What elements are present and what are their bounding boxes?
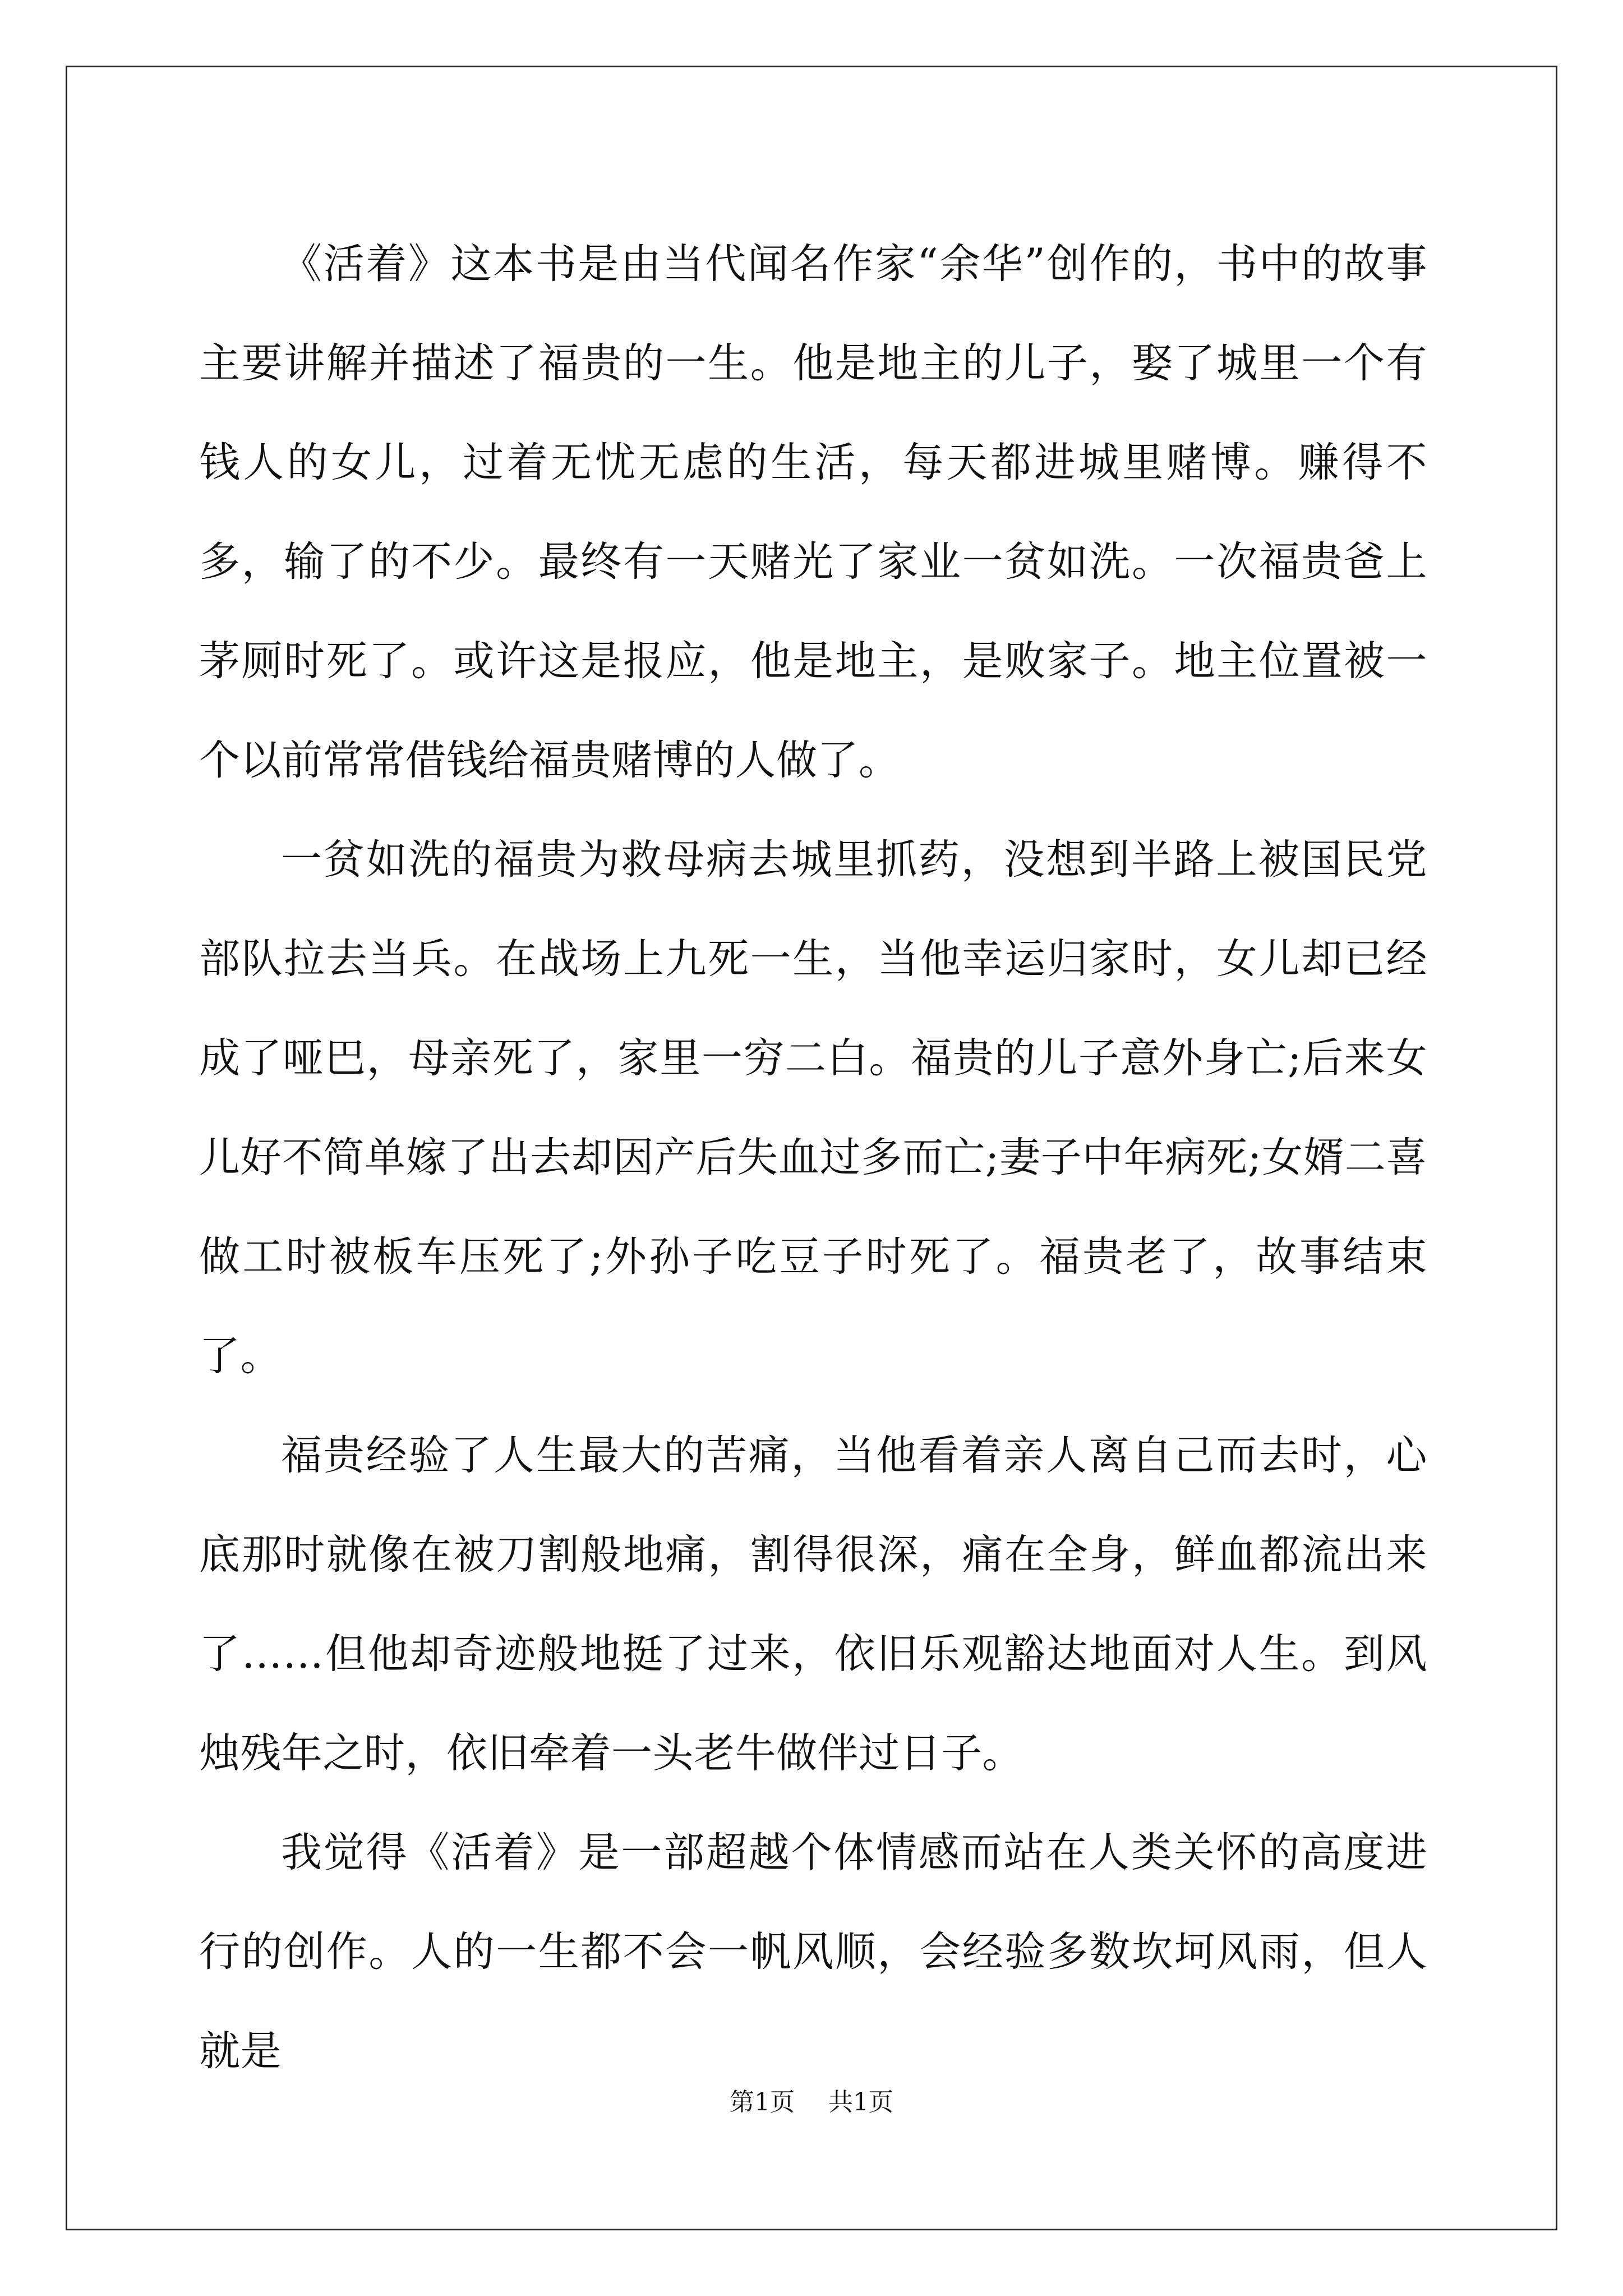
paragraph: 《活着》这本书是由当代闻名作家“余华”创作的，书中的故事主要讲解并描述了福贵的一生。他是地主的儿子，娶了城里一个有钱人的女儿，过着无忧无虑的生活，每天都进城里赌博。赚得不多，输了的不少。最终有一天赌光了家业一贫如洗。一次福贵爸上茅厕时死了。或许这是报应，他是地主，是败家子。地主位置被一个以前常常借钱给福贵赌博的人做了。: [199, 240, 1427, 784]
paragraph: 福贵经验了人生最大的苦痛，当他看着亲人离自己而去时，心底那时就像在被刀割般地痛，割得很深，痛在全身，鲜血都流出来了……但他却奇迹般地挺了过来，依旧乐观豁达地面对人生。到风烛残年之时，依旧牵着一头老牛做伴过日子。: [199, 1432, 1427, 1777]
page-number-current: 第1页: [730, 2088, 795, 2116]
page-number-total: 共1页: [828, 2088, 893, 2116]
document-body: [199, 214, 1427, 2101]
paragraph: 我觉得《活着》是一部超越个体情感而站在人类关怀的高度进行的创作。人的一生都不会一帆风顺，会经验多数坎坷风雨，但人就是: [199, 1829, 1427, 2075]
page-footer: [0, 2086, 1623, 2119]
paragraph: 一贫如洗的福贵为救母病去城里抓药，没想到半路上被国民党部队拉去当兵。在战场上九死一生，当他幸运归家时，女儿却已经成了哑巴，母亲死了，家里一穷二白。福贵的儿子意外身亡;后来女儿好不简单嫁了出去却因产后失血过多而亡;妻子中年病死;女婿二喜做工时被板车压死了;外孙子吃豆子时死了。福贵老了，故事结束了。: [199, 836, 1427, 1380]
